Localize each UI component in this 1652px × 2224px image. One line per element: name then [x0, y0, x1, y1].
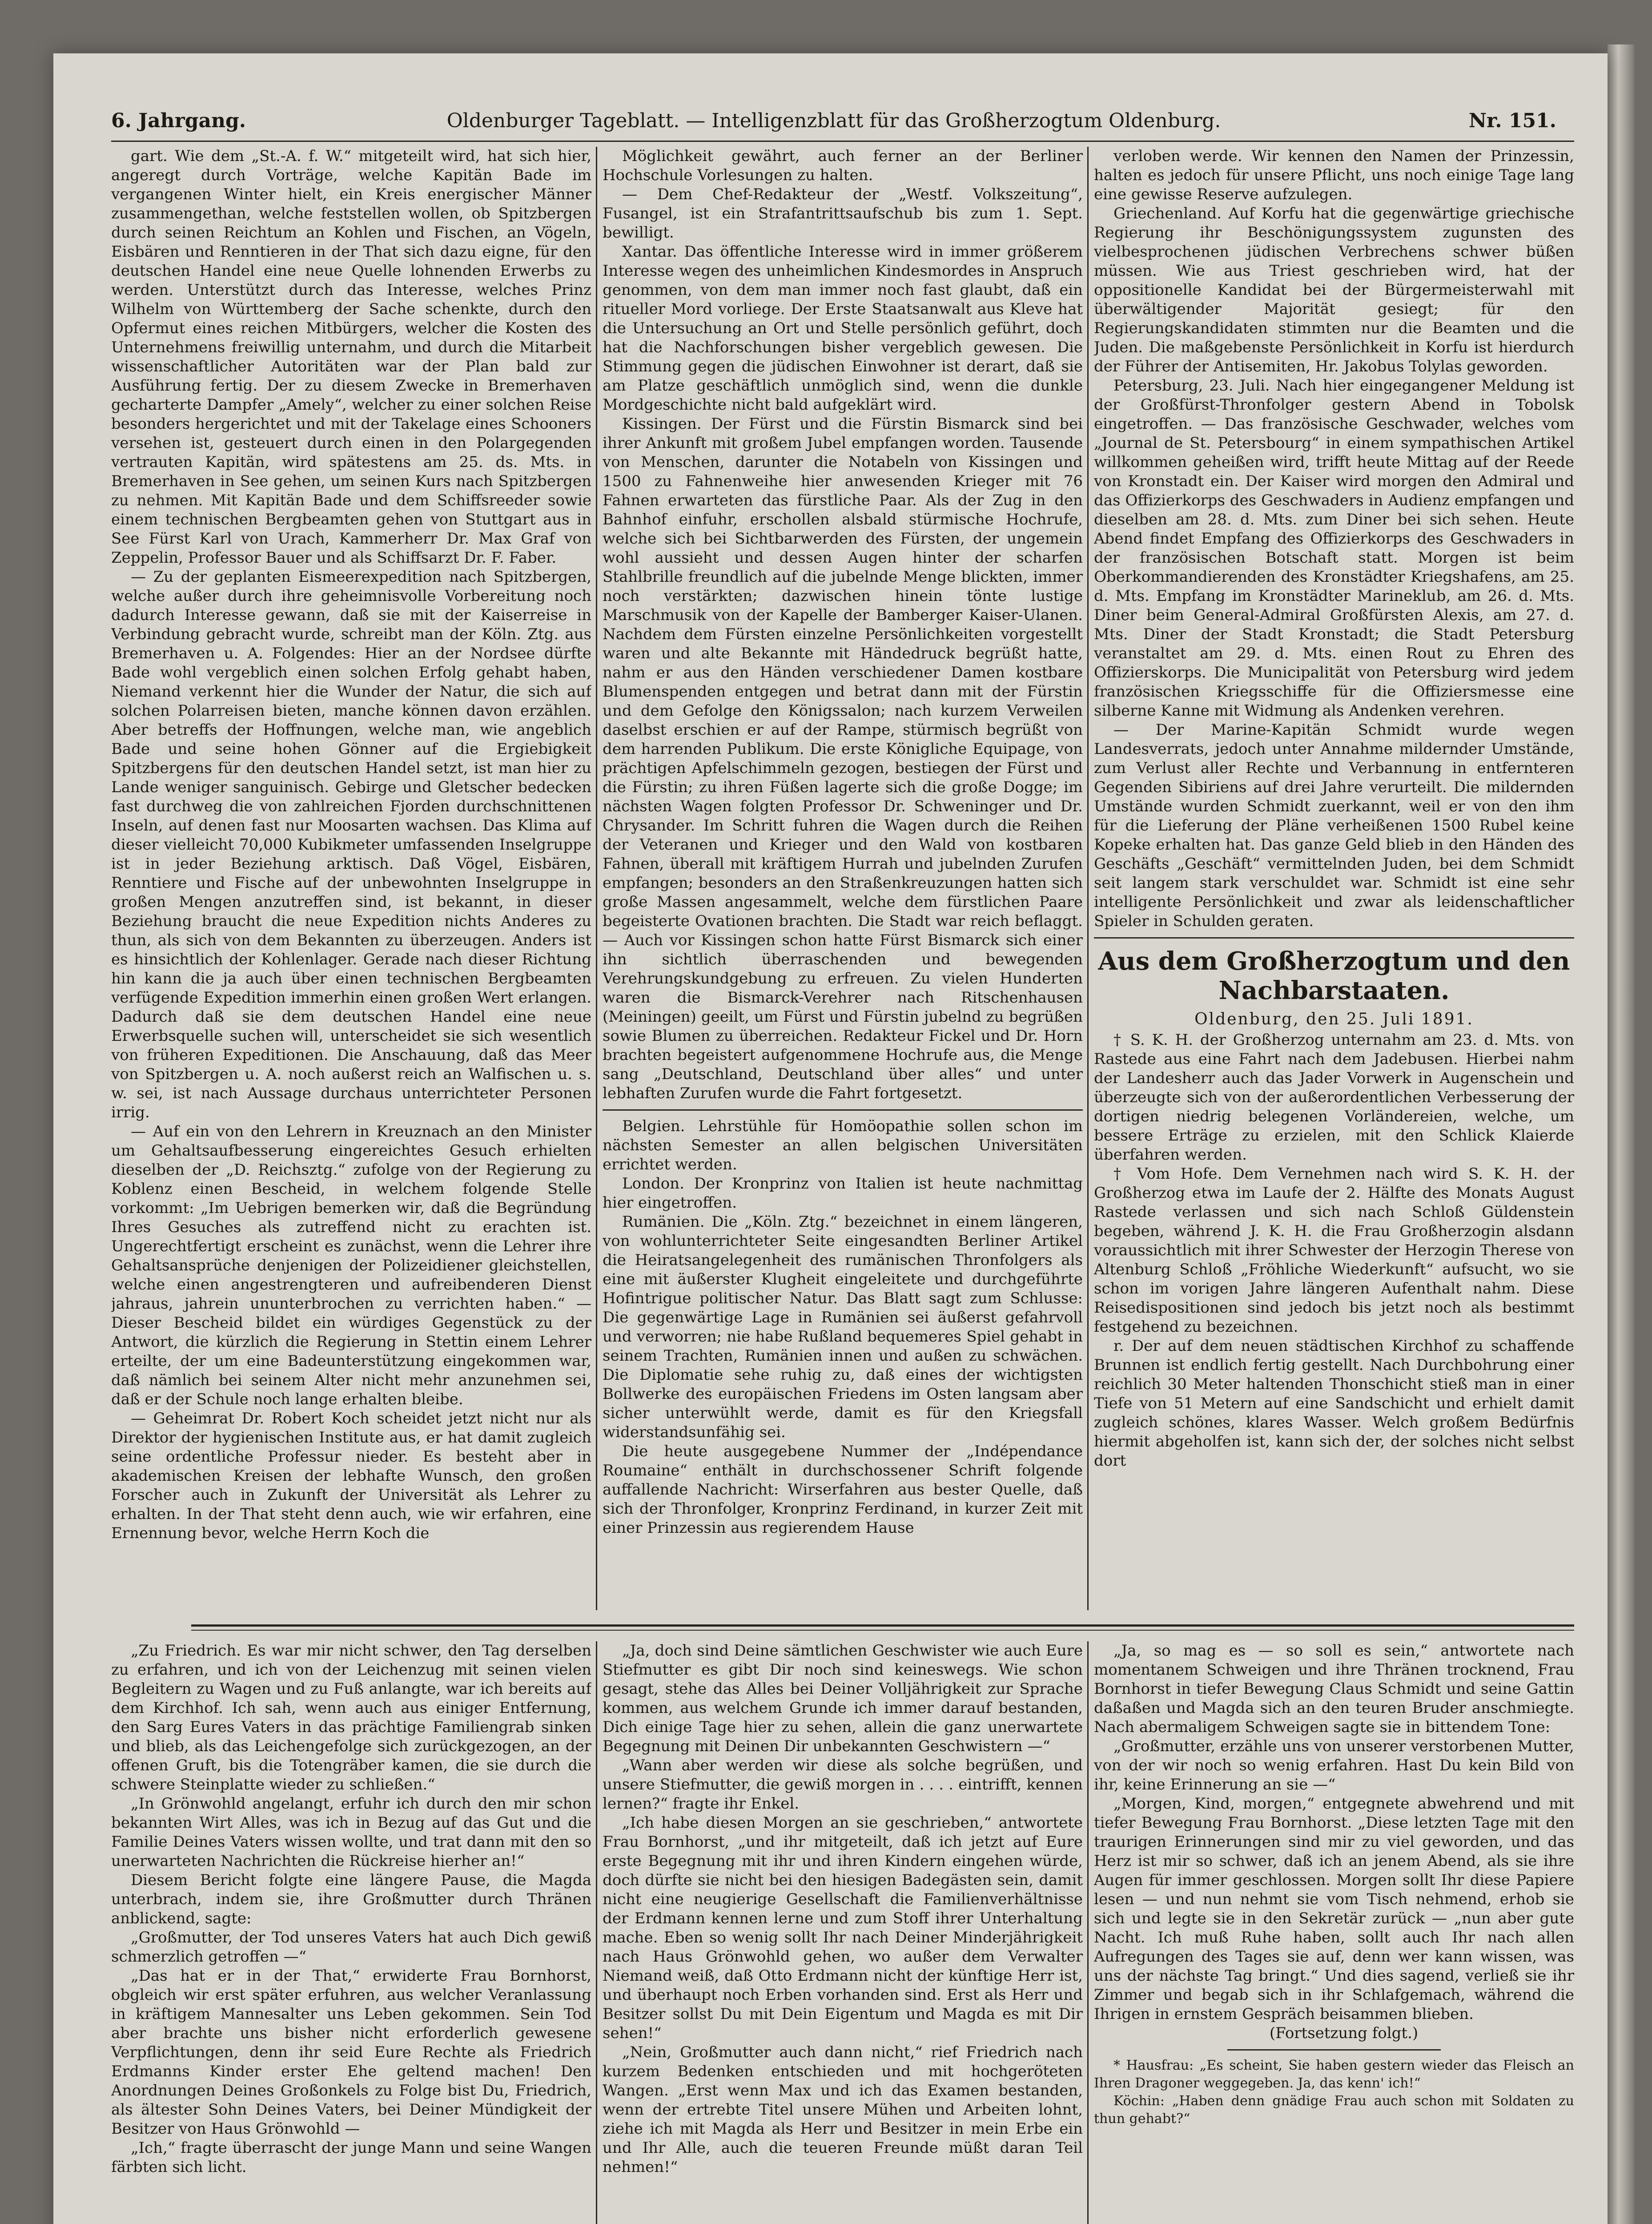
paragraph: Xantar. Das öffentliche Interesse wird in immer größerem Interesse wegen des unheimlichen Kindesmordes in Anspruch genommen, von dem man immer noch fast glaubt, daß ein ritueller Mord vorliege. Der Erste Staatsanwalt aus Kleve hat die Untersuchung an Ort und Stelle persönlich geführt, doch hat die Nachforschungen bisher vergeblich gewesen. Die Stimmung gegen die jüdischen Einwohner ist derart, daß sie am Platze geschäftlich unmöglich sind, wenn die dunkle Mordgeschichte nicht bald aufgeklärt wird. — [603, 243, 1083, 414]
paragraph: † Vom Hofe. Dem Vernehmen nach wird S. K. H. der Großherzog etwa im Laufe der 2. Hälfte des Monats August Rastede verlassen und sich nach Schloß Güldenstein begeben, während J. K. H. die Frau Großherzogin alsdann voraussichtlich mit ihrer Schwester der Herzogin Therese von Altenburg Schloß „Fröhliche Wiederkunft“ aufsucht, wo sie schon im vorigen Jahre längeren Aufenthalt nahm. Diese Reisedispositionen sind jedoch bis jetzt noch als bestimmt festgehend zu bezeichnen. — [1094, 1165, 1574, 1336]
paragraph: „Nein, Großmutter auch dann nicht,“ rief Friedrich nach kurzem Bedenken entschieden und mit hochgeröteten Wangen. „Erst wenn Max und ich das Examen bestanden, wenn der ertrebte Titel unsere Mühen und Arbeiten lohnt, ziehe ich mit Magda als Herr und Besitzer in mein Erbe ein und Ihr Alle, auch die teueren Freunde müßt daran Teil nehmen!“ — [603, 2043, 1083, 2176]
continuation-note: (Fortsetzung folgt.) — [1269, 2024, 1419, 2042]
paragraph: Petersburg, 23. Juli. Nach hier eingegangener Meldung ist der Großfürst-Thronfolger gestern Abend in Tobolsk eingetroffen. — Das französische Geschwader, welches vom „Journal de St. Petersbourg“ in einem sympathischen Artikel willkommen geheißen wird, trifft heute Mittag auf der Reede von Kronstadt ein. Der Kaiser wird morgen den Admiral und das Offizierkorps des Geschwaders in Audienz empfangen und dieselben am 28. d. Mts. zum Diner bei sich sehen. Heute Abend findet Empfang des Offizierkorps des Geschwaders in der französischen Botschaft statt. Morgen ist beim Oberkommandierenden des Kronstädter Kriegshafens, am 25. d. Mts. Empfang im Kronstädter Marineklub, am 26. d. Mts. Diner beim General-Admiral Großfürsten Alexis, am 27. d. Mts. Diner der Stadt Kronstadt; die Stadt Petersburg veranstaltet am 29. d. Mts. einen Rout zu Ehren des Offizierskorps. Die Municipalität von Petersburg wird jedem französischen Kriegsschiffe für die Offiziersmesse eine silberne Kanne mit Widmung als Andenken verehren. — [1094, 377, 1574, 720]
paragraph: — Geheimrat Dr. Robert Koch scheidet jetzt nicht nur als Direktor der hygienischen Institute aus, er hat damit zugleich seine ordentliche Professur nieder. Es besteht aber in akademischen Kreisen der lebhafte Wunsch, den großen Forscher auch in Zukunft der Universität als Lehrer zu erhalten. In der That steht denn auch, wie wir erfahren, eine Ernennung bevor, welche Herrn Koch die — [111, 1410, 591, 1542]
paragraph: London. Der Kronprinz von Italien ist heute nachmittag hier eingetroffen. — [603, 1175, 1083, 1212]
page-header — [111, 103, 1556, 139]
issue-number: Nr. 151. — [1468, 109, 1556, 132]
paragraph: — Der Marine-Kapitän Schmidt wurde wegen Landesverrats, jedoch unter Annahme mildernder Umstände, zum Verlust aller Rechte und Verbannung in entfernteren Gegenden Sibiriens auf drei Jahre verurteilt. Die mildernden Umstände wurden Schmidt zuerkannt, weil er von den ihm für die Lieferung der Pläne verheißenen 1500 Rubel keine Kopeke erhalten hat. Das ganze Geld blieb in den Händen des Geschäfts „Geschäft“ vermittelnden Juden, bei dem Schmidt seit langem stark verschuldet war. Schmidt ist eine sehr intelligente Persönlichkeit und zwar als leidenschaftlicher Spieler in Schulden geraten. — [1094, 721, 1574, 930]
paragraph: Die heute ausgegebene Nummer der „Indépendance Roumaine“ enthält in durchschossener Schrift folgende auffallende Nachricht: Wirserfahren aus bester Quelle, daß sich der Thronfolger, Kronprinz Ferdinand, in kurzer Zeit mit einer Prinzessin aus regierendem Hause — [603, 1442, 1083, 1537]
paragraph: Möglichkeit gewährt, auch ferner an der Berliner Hochschule Vorlesungen zu halten. — [603, 147, 1083, 184]
feuilleton-rule — [191, 1624, 1574, 1627]
column-divider — [1087, 147, 1089, 1610]
paragraph: „In Grönwohld angelangt, erfuhr ich durch den mir schon bekannten Wirt Alles, was ich in Bezug auf das Gut und die Familie Deines Vaters wissen wollte, und trat dann mit den so unerwarteten Nachrichten die Rückreise hierher an!“ — [111, 1795, 591, 1870]
joke-paragraph: * Hausfrau: „Es scheint, Sie haben gestern wieder das Fleisch an Ihren Dragoner weggegeben. Ja, das kenn' ich!“ — [1094, 2058, 1574, 2091]
section-divider — [603, 1109, 1083, 1111]
paragraph: — Dem Chef-Redakteur der „Westf. Volkszeitung“, Fusangel, ist ein Strafantrittsaufschub bis zum 1. Sept. bewilligt. — [603, 185, 1083, 242]
paragraph: „Morgen, Kind, morgen,“ entgegnete abwehrend und mit tiefer Bewegung Frau Bornhorst. „Diese letzten Tage mit den traurigen Erinnerungen sind mir zu viel geworden, und das Herz ist mir so schwer, daß ich an jenem Abend, als sie ihre Augen für immer geschlossen. Morgen sollt Ihr diese Papiere lesen — und nun nehmt sie vom Tisch nehmend, erhob sie sich und legte sie in den Sekretär zurück — „nun aber gute Nacht. Ich muß Ruhe haben, sollt auch Ihr nach allen Aufregungen des Tages sie auf, denn wer kann wissen, was uns der nächste Tag bringt.“ Und dies sagend, verließ sie ihr Zimmer und begab sich in ihr Schlafgemach, während die Ihrigen in ernstem Gespräch beisammen blieben. — [1094, 1795, 1574, 2023]
paragraph: gart. Wie dem „St.-A. f. W.“ mitgeteilt wird, hat sich hier, angeregt durch Vorträge, welche Kapitän Bade im vergangenen Winter hielt, ein Kreis energischer Männer zusammengethan, welche feststellen wollen, ob Spitzbergen durch seinen Reichtum an Kohlen und Fischen, an Vögeln, Eisbären und Renntieren in der That sich dazu eigne, für den deutschen Handel eine neue Quelle lohnenden Erwerbs zu werden. Unterstützt durch das Interesse, welches Prinz Wilhelm von Württemberg der Sache schenkte, durch den Opfermut eines reichen Mitbürgers, welcher die Kosten des Unternehmens freiwillig unternahm, und durch die Mitarbeit wissenschaftlicher Autoritäten war der Plan bald zur Ausführung fertig. Der zu diesem Zwecke in Bremerhaven gecharterte Dampfer „Amely“, welcher zu einer solchen Reise besonders hergerichtet und mit der Takelage eines Schooners versehen ist, gesteuert durch einen in den Polargegenden vertrauten Kapitän, wird spätestens am 25. ds. Mts. in Bremerhaven in See gehen, um seinen Kurs nach Spitzbergen zu nehmen. Mit Kapitän Bade und dem Schiffsreeder sowie einem technischen Bergbeamten gehen von Stuttgart aus in See Fürst Karl von Urach, Kammerherr Dr. Max Graf von Zeppelin, Professor Bauer und als Schiffsarzt Dr. F. Faber. — [111, 147, 591, 567]
paragraph: Kissingen. Der Fürst und die Fürstin Bismarck sind bei ihrer Ankunft mit großem Jubel empfangen worden. Tausende von Menschen, darunter die Notabeln von Kissingen und 1500 zu Fahnenweihe hier anwesenden Krieger mit 76 Fahnen erwarteten das fürstliche Paar. Als der Zug in den Bahnhof einfuhr, erschollen alsbald stürmische Hochrufe, welche sich bei Sichtbarwerden des Fürsten, der ungemein wohl aussieht und dessen Augen hinter der scharfen Stahlbrille freundlich auf die jubelnde Menge blickten, immer noch verstärkten; dazwischen hinein tönte lustige Marschmusik von der Kapelle der Bamberger Kaiser-Ulanen. Nachdem dem Fürsten einzelne Persönlichkeiten vorgestellt waren und alte Bekannte mit Händedruck begrüßt hatte, nahm er aus den Händen verschiedener Damen kostbare Blumenspenden entgegen und betrat dann mit der Fürstin und dem Gefolge den Königssalon; nach kurzem Verweilen daselbst erschien er auf der Rampe, stürmisch begrüßt von dem harrenden Publikum. Die erste Königliche Equipage, von prächtigen Apfelschimmeln gezogen, bestiegen der Fürst und die Fürstin; zu ihren Füßen lagerte sich die große Dogge; im nächsten Wagen folgten Professor Dr. Schweninger und Dr. Chrysander. Im Schritt fuhren die Wagen durch die Reihen der Veteranen und Krieger und den Wald von kostbaren Fahnen, überall mit kräftigem Hurrah und jubelnden Zurufen empfangen; besonders an den Straßenkreuzungen hatten sich große Massen angesammelt, welche dem fürstlichen Paare begeisterte Ovationen brachten. Die Stadt war reich beflaggt. — Auch vor Kissingen schon hatte Fürst Bismarck sich einer ihn sichtlich überraschenden und bewegenden Verehrungskundgebung zu erfreuen. Zu vielen Hunderten waren die Bismarck-Verehrer nach Ritschenhausen (Meiningen) geeilt, um Fürst und Fürstin jubelnd zu begrüßen sowie Blumen zu überreichen. Redakteur Fickel und Dr. Horn brachten begeistert aufgenommene Hochrufe aus, die Menge sang „Deutschland, Deutschland über alles“ und unter lebhaften Zurufen wurde die Fahrt fortgesetzt. — [603, 415, 1083, 1102]
feuilleton-rule — [191, 1630, 1574, 1631]
paragraph: Diesem Bericht folgte eine längere Pause, die Magda unterbrach, indem sie, ihre Großmutter durch Thränen anblickend, sagte: — [111, 1871, 591, 1927]
column-divider — [596, 147, 597, 1610]
section-divider — [1094, 937, 1574, 939]
paragraph: „Ich habe diesen Morgen an sie geschrieben,“ antwortete Frau Bornhorst, „und ihr mitgeteilt, daß ich jetzt auf Eure erste Begegnung mit ihr und ihren Kindern eingehen würde, doch dürfte sie nicht bei den hiesigen Badegästen sein, damit nicht eine neugierige Gesellschaft die Familienverhältnisse der Erdmann kennen lerne und zum Stoff ihrer Unterhaltung mache. Eben so wenig sollt Ihr nach Deiner Minderjährigkeit nach Haus Grönwohld gehen, wo außer dem Verwalter Niemand weiß, daß Otto Erdmann nicht der künftige Herr ist, und überhaupt noch Erben vorhanden sind. Erst als Herr und Besitzer sollst Du mit Dein Eigentum und Magda es mit Dir sehen!“ — [603, 1814, 1083, 2042]
article-column-1 — [111, 147, 591, 1615]
paragraph: „Zu Friedrich. Es war mir nicht schwer, den Tag derselben zu erfahren, und ich von der Leichenzug mit seinen vielen Begleitern zu Wagen und zu Fuß anlangte, war ich bereits auf dem Kirchhof. Ich sah, wenn auch aus einiger Entfernung, den Sarg Eures Vaters in das prächtige Familiengrab sinken und blieb, als das Leichengefolge sich zurückgezogen, an der offenen Gruft, bis die Totengräber kamen, die sie durch die schwere Steinplatte wieder zu schließen.“ — [111, 1642, 591, 1793]
masthead-title: Oldenburger Tageblatt. — Intelligenzblatt für das Großherzogtum Oldenburg. — [446, 109, 1221, 132]
column-divider — [1087, 1641, 1089, 2224]
article-column-3 — [1094, 147, 1574, 1615]
dateline: Oldenburg, den 25. Juli 1891. — [1194, 1010, 1474, 1028]
section-heading: Aus dem Großherzogtum und den Nachbarstaaten. — [1098, 947, 1570, 1005]
feuilleton-column-1 — [111, 1641, 591, 2224]
feuilleton-column-2 — [603, 1641, 1083, 2224]
feuilleton-column-3 — [1094, 1641, 1574, 2224]
paragraph: „Großmutter, der Tod unseres Vaters hat auch Dich gewiß schmerzlich getroffen —“ — [111, 1929, 591, 1966]
paragraph: „Ja, doch sind Deine sämtlichen Geschwister wie auch Eure Stiefmutter es gibt Dir noch sind keineswegs. Wie schon gesagt, stehe das Alles bei Deiner Volljährigkeit zur Sprache kommen, aus welchem Grunde ich immer darauf bestanden, Dich einige Tage hier zu sehen, allein die ganz unerwartete Begegnung mit Deinen Dir unbekannten Geschwistern —“ — [603, 1642, 1083, 1755]
section-divider — [1227, 2049, 1441, 2051]
paragraph: „Wann aber werden wir diese als solche begrüßen, und unsere Stiefmutter, die gewiß morgen in . . . . eintrifft, kennen lernen?“ fragte ihr Enkel. — [603, 1757, 1083, 1813]
header-rule — [111, 141, 1574, 142]
paragraph: verloben werde. Wir kennen den Namen der Prinzessin, halten es jedoch für unsere Pflicht, uns noch einige Tage lang eine gewisse Reserve aufzulegen. — [1094, 147, 1574, 203]
paragraph: „Ja, so mag es — so soll es sein,“ antwortete nach momentanem Schweigen und ihre Thränen trocknend, Frau Bornhorst in tiefer Bewegung Claus Schmidt und seine Gattin daßaßen und Magda sich an den teuren Bruder anschmiegte. Nach abermaligem Schweigen sagte sie in bittendem Tone: — [1094, 1642, 1574, 1736]
paragraph: Rumänien. Die „Köln. Ztg.“ bezeichnet in einem längeren, von wohlunterrichteter Seite eingesandten Berliner Artikel die Heiratsangelegenheit des rumänischen Thronfolgers als eine mit äußerster Klugheit eingeleitete und durchgeführte Hofintrigue politischer Natur. Das Blatt sagt zum Schlusse: Die gegenwärtige Lage in Rumänien sei äußerst gefahrvoll und verworren; nie habe Rußland bequemeres Spiel gehabt in seinem Trachten, Rumänien innen und außen zu schwächen. Die Diplomatie sehe ruhig zu, daß eines der wichtigsten Bollwerke des europäischen Friedens im Osten langsam aber sicher unterwühlt werde, damit es für den Kriegsfall widerstandsunfähig sei. — [603, 1213, 1083, 1441]
article-column-2 — [603, 147, 1083, 1615]
column-divider — [596, 1641, 597, 2224]
book-spine — [1608, 44, 1634, 2224]
joke-paragraph: Köchin: „Haben denn gnädige Frau auch schon mit Soldaten zu thun gehabt?“ — [1094, 2093, 1574, 2127]
paragraph: Griechenland. Auf Korfu hat die gegenwärtige griechische Regierung ihr Beschönigungssystem zugunsten des vielbesprochenen jüdischen Verbrechens schwer büßen müssen. Wie aus Triest geschrieben wird, hat der oppositionelle Kandidat bei der Bürgermeisterwahl mit überwältigender Majorität gesiegt; für den Regierungskandidaten stimmten nur die Beamten und die Juden. Die maßgebenste Persönlichkeit in Korfu ist hierdurch der Führer der Antisemiten, Hr. Jakobus Tolylas geworden. — [1094, 205, 1574, 375]
paragraph: Belgien. Lehrstühle für Homöopathie sollen schon im nächsten Semester an allen belgischen Universitäten errichtet werden. — [603, 1117, 1083, 1173]
paragraph: — Zu der geplanten Eismeerexpedition nach Spitzbergen, welche außer durch ihre geheimnisvolle Vorbereitung noch dadurch Interesse gewann, daß sie mit der Kaiserreise in Verbindung gebracht wurde, schreibt man der Köln. Ztg. aus Bremerhaven u. A. Folgendes: Hier an der Nordsee dürfte Bade wohl vergeblich einen solchen Erfolg gehabt haben, Niemand verkennt hier die Wunder der Natur, die sich auf solchen Polarreisen bieten, manche können davon erzählen. Aber betreffs der Hoffnungen, welche man, wie angeblich Bade und seine hohen Gönner auf die Ergiebigkeit Spitzbergens für den deutschen Handel setzt, ist man hier zu Lande weniger sanguinisch. Gebirge und Gletscher bedecken fast durchweg die von zahlreichen Fjorden durchschnittenen Inseln, auf denen fast nur Moosarten wachsen. Das Klima auf dieser vielleicht 70,000 Kubikmeter umfassenden Inselgruppe ist in jeder Beziehung arktisch. Daß Vögel, Eisbären, Renntiere und Fische auf der unbewohnten Inselgruppe in großen Mengen anzutreffen sind, ist bekannt, in dieser Beziehung braucht die neue Expedition nichts Anderes zu thun, als sich von dem Bekannten zu überzeugen. Anders ist es hinsichtlich der Kohlenlager. Gerade nach dieser Richtung hin kann die ja auch über einen technischen Bergbeamten verfügende Expedition immerhin einen großen Wert erlangen. Dadurch daß sie dem deutschen Handel eine neue Erwerbsquelle suchen will, unterscheidet sie sich wesentlich von früheren Expeditionen. Die Anschauung, daß das Meer von Spitzbergen u. A. noch außerst reich an Walfischen u. s. w. sei, ist nach Aussage durchaus unterrichteter Personen irrig. — [111, 568, 591, 1121]
paragraph: „Ich,“ fragte überrascht der junge Mann und seine Wangen färbten sich licht. — [111, 2139, 591, 2176]
paragraph: † S. K. H. der Großherzog unternahm am 23. d. Mts. von Rastede aus eine Fahrt nach dem Jadebusen. Hierbei nahm der Landesherr auch das Jader Vorwerk in Augenschein und überzeugte sich von der außerordentlichen Verbesserung der dortigen niedrig belegenen Vorländereien, welche, um bessere Erträge zu erzielen, mit den Schlick Klaierde überfahren werden. — [1094, 1031, 1574, 1164]
paragraph: „Das hat er in der That,“ erwiderte Frau Bornhorst, obgleich wir erst später erfuhren, aus welcher Veranlassung in kräftigem Mannesalter uns Leben gekommen. Sein Tod aber brachte uns bisher nicht erforderlich gewesene Verpflichtungen, denn ihr seid Eure Rechte als Friedrich Erdmanns Kinder erster Ehe geltend machen! Den Anordnungen Deines Großonkels zu Folge bist Du, Friedrich, als ältester Sohn Deines Vaters, bei Deiner Mündigkeit der Besitzer von Haus Grönwohld — — [111, 1967, 591, 2138]
volume-label: 6. Jahrgang. — [111, 109, 246, 132]
paragraph: — Auf ein von den Lehrern in Kreuznach an den Minister um Gehaltsaufbesserung eingereichtes Gesuch erhielten dieselben der „D. Reichsztg.“ zufolge von der Regierung zu Koblenz einen Bescheid, in welchem folgende Stelle vorkommt: „Im Uebrigen bemerken wir, daß die Begründung Ihres Gesuches als zutreffend nicht zu erachten ist. Ungerechtfertigt erscheint es zunächst, wenn die Lehrer ihre Gehaltsansprüche denjenigen der Polizeidiener gleichstellen, welche einen angestrengteren und aufreibenderen Dienst jahraus, jahrein ununterbrochen zu verrichten haben.“ — Dieser Bescheid bildet ein würdiges Gegenstück zu der Antwort, die kürzlich die Regierung in Stettin einem Lehrer erteilte, der um eine Badeunterstützung eingekommen war, daß nämlich bei seinem Alter nicht mehr anzunehmen sei, daß er der Schule noch lange erhalten bleibe. — [111, 1123, 591, 1408]
paragraph: „Großmutter, erzähle uns von unserer verstorbenen Mutter, von der wir noch so wenig erfahren. Hast Du kein Bild von ihr, keine Erinnerung an sie —“ — [1094, 1737, 1574, 1793]
paragraph: r. Der auf dem neuen städtischen Kirchhof zu schaffende Brunnen ist endlich fertig gestellt. Nach Durchbohrung einer reichlich 30 Meter haltenden Thonschicht stieß man in einer Tiefe von 51 Metern auf eine Sandschicht und erhielt damit zugleich schönes, klares Wasser. Welch großem Bedürfnis hiermit abgeholfen ist, kann sich der, der solches nicht selbst dort — [1094, 1337, 1574, 1470]
